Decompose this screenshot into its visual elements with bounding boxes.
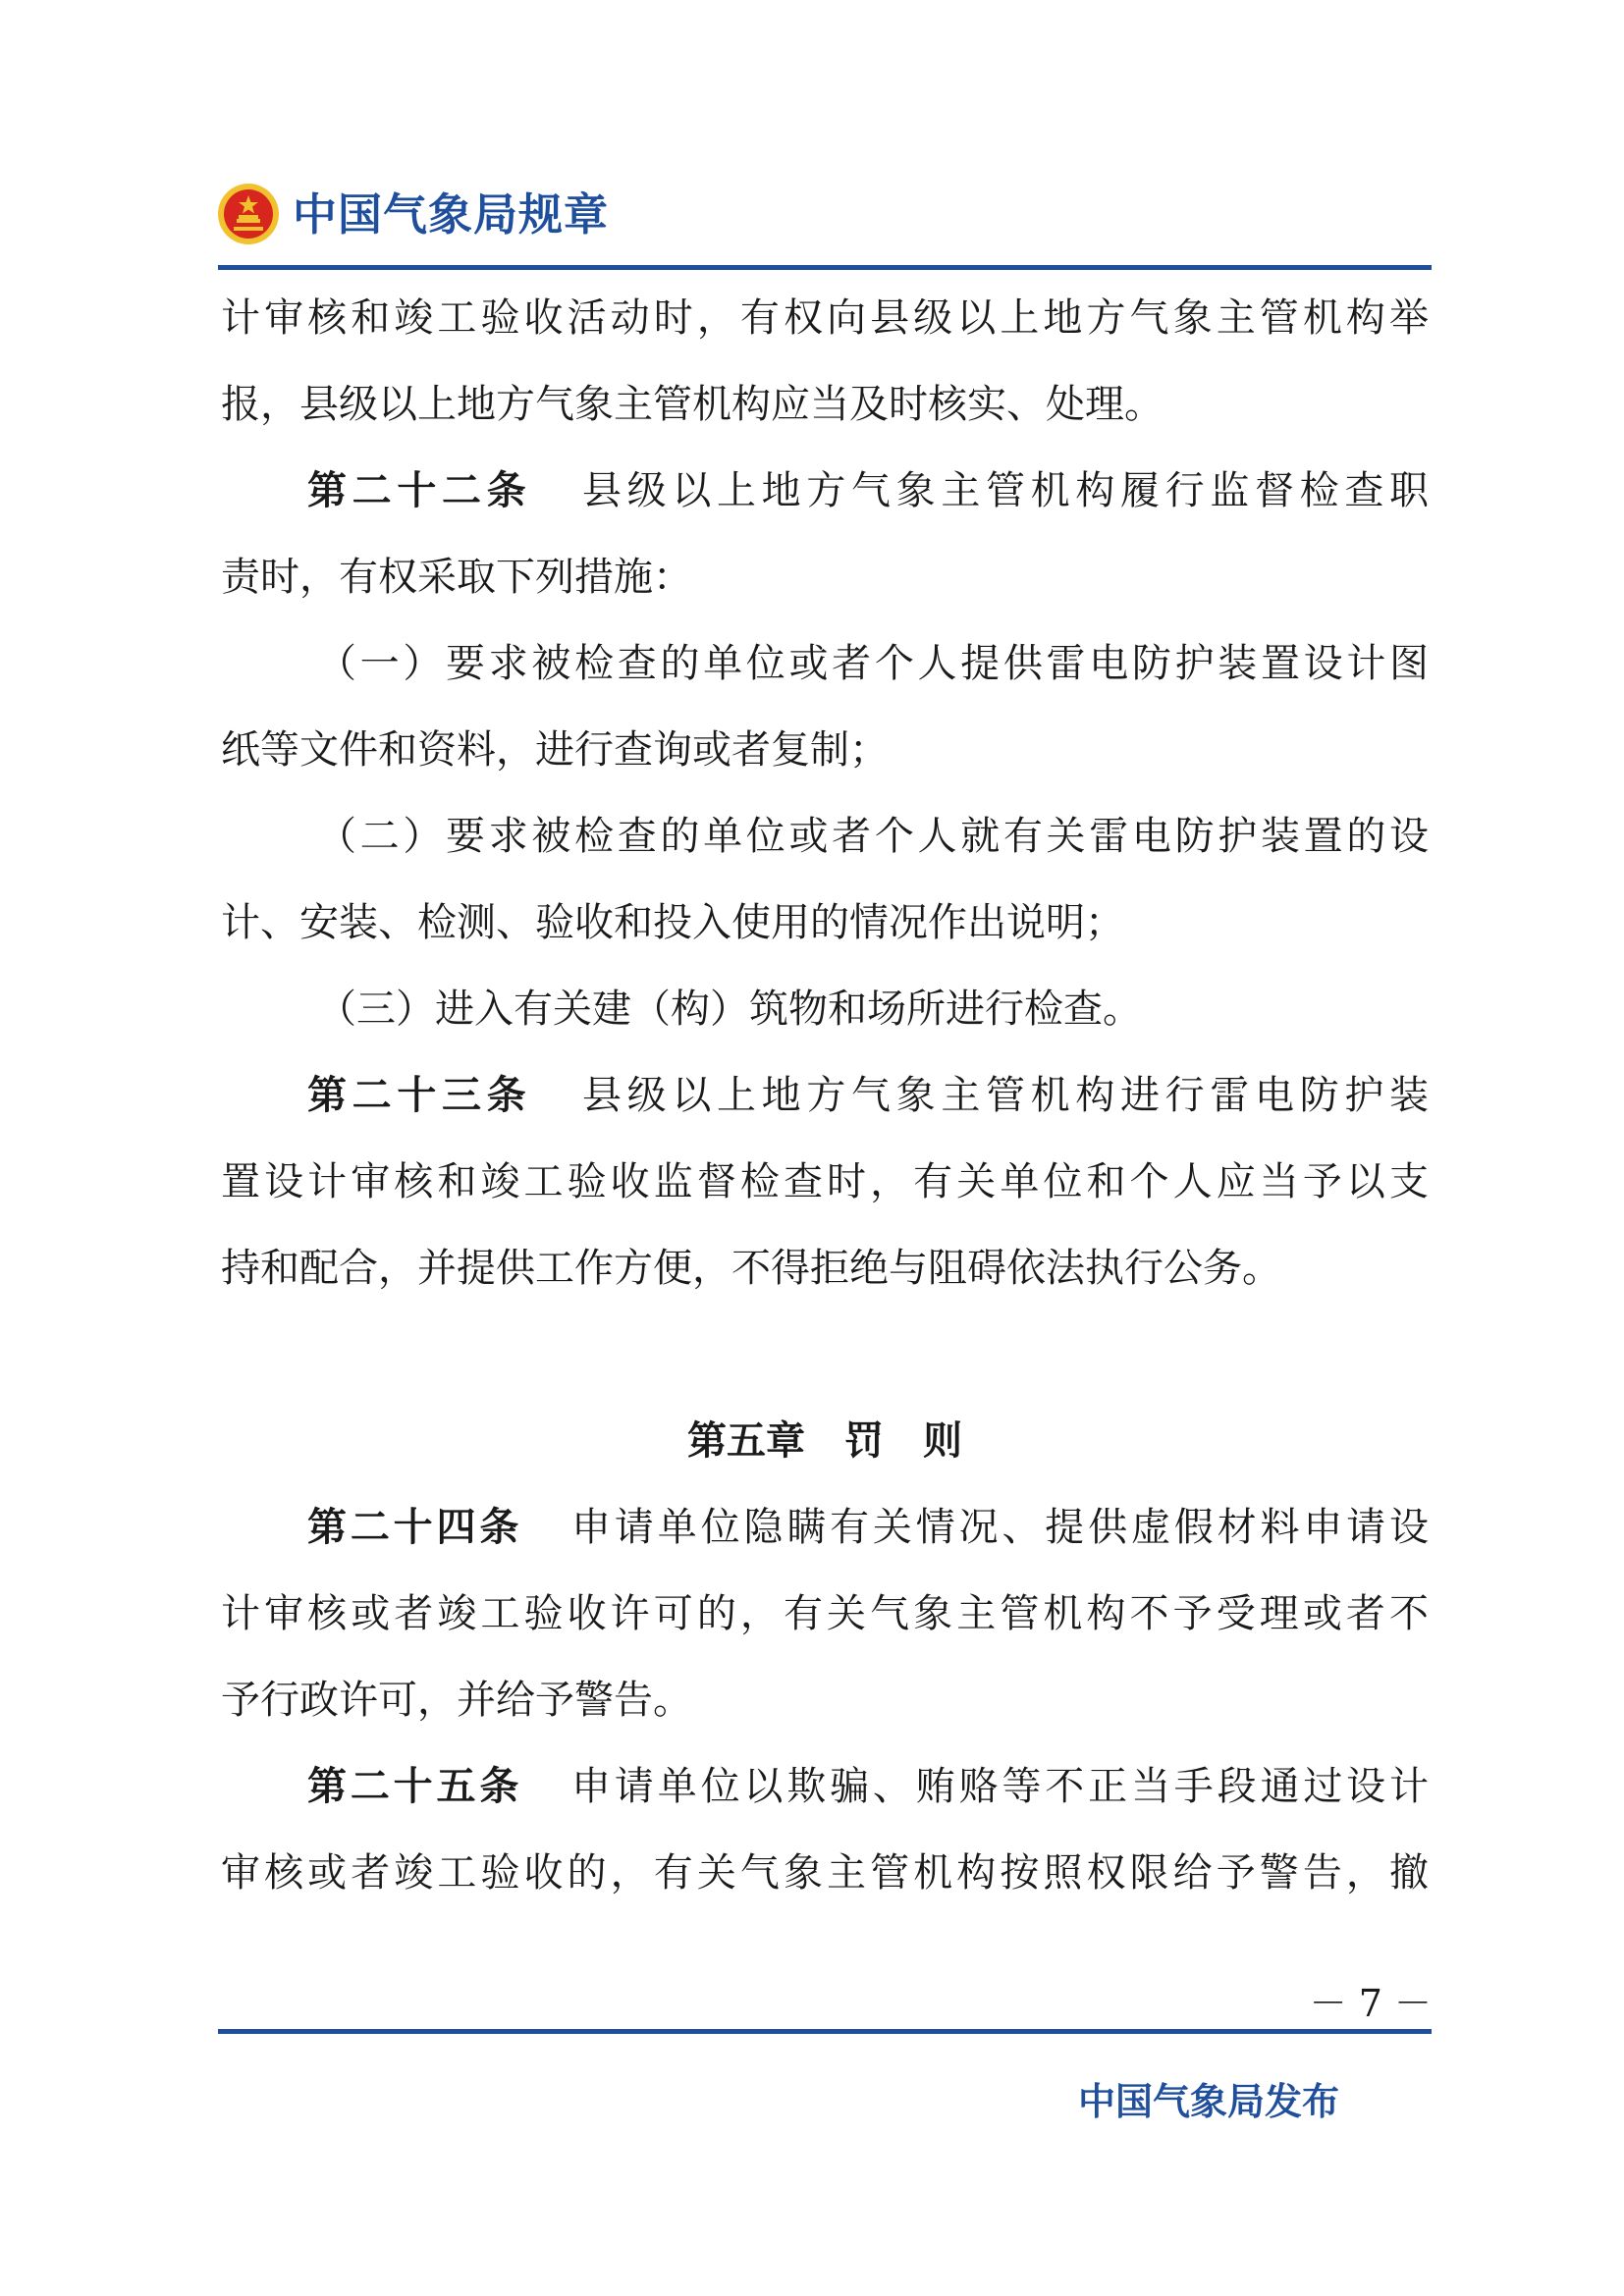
body-line: 计审核和竣工验收活动时，有权向县级以上地方气象主管机构举 <box>221 295 1429 341</box>
national-emblem-icon <box>216 182 281 246</box>
body-line: 予行政许可，并给予警告。 <box>221 1678 692 1723</box>
body-line: 责时，有权采取下列措施： <box>221 555 692 600</box>
header-divider <box>218 265 1432 270</box>
body-line: 置设计审核和竣工验收监督检查时，有关单位和个人应当予以支 <box>221 1159 1429 1204</box>
article-label: 第二十五条 <box>307 1764 523 1809</box>
article-label: 第二十二条 <box>307 468 532 513</box>
page-header <box>216 175 609 253</box>
chapter-heading: 第五章 罚 则 <box>687 1418 962 1464</box>
article-23-line <box>221 1052 1429 1139</box>
footer-divider <box>218 2029 1432 2034</box>
list-item: （二）要求被检查的单位或者个人就有关雷电防护装置的设 <box>317 814 1429 859</box>
list-item: （一）要求被检查的单位或者个人提供雷电防护装置设计图 <box>317 641 1429 686</box>
article-25-line <box>221 1743 1429 1830</box>
article-text: 申请单位以欺骗、贿赂等不正当手段通过设计 <box>568 1764 1430 1809</box>
article-24-line <box>221 1484 1429 1571</box>
list-item: （三）进入有关建（构）筑物和场所进行检查。 <box>317 987 1142 1032</box>
article-label: 第二十四条 <box>307 1505 523 1550</box>
body-line: 审核或者竣工验收的，有关气象主管机构按照权限给予警告，撤 <box>221 1850 1429 1896</box>
page-number: － 7 － <box>1309 1982 1432 2025</box>
footer-publisher: 中国气象局发布 <box>1077 2080 1339 2123</box>
body-line: 报，县级以上地方气象主管机构应当及时核实、处理。 <box>221 382 1164 427</box>
article-label: 第二十三条 <box>307 1073 532 1118</box>
article-text: 县级以上地方气象主管机构履行监督检查职 <box>576 468 1430 513</box>
article-text: 县级以上地方气象主管机构进行雷电防护装 <box>576 1073 1430 1118</box>
body-line: 持和配合，并提供工作方便，不得拒绝与阻碍依法执行公务。 <box>221 1246 1281 1291</box>
article-text: 申请单位隐瞒有关情况、提供虚假材料申请设 <box>568 1505 1430 1550</box>
header-title: 中国气象局规章 <box>293 187 610 240</box>
article-22-line <box>221 448 1429 534</box>
document-body <box>221 275 1429 1916</box>
body-line: 计审核或者竣工验收许可的，有关气象主管机构不予受理或者不 <box>221 1591 1429 1636</box>
body-line: 计、安装、检测、验收和投入使用的情况作出说明； <box>221 900 1124 945</box>
body-line: 纸等文件和资料，进行查询或者复制； <box>221 727 889 773</box>
